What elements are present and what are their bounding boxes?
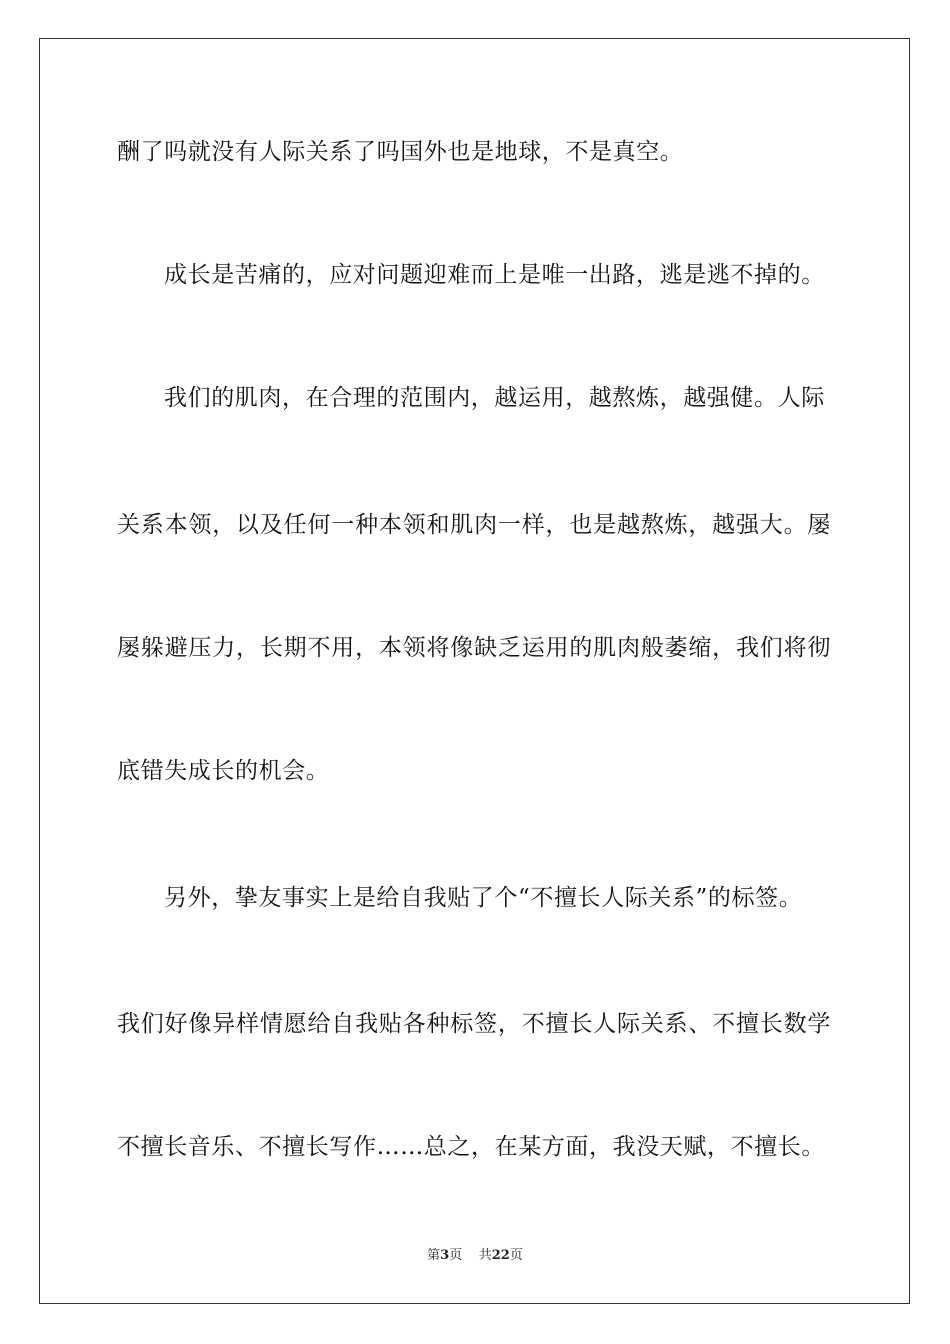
text-line-9: 不擅长音乐、不擅长写作……总之，在某方面，我没天赋，不擅长。	[117, 1134, 825, 1160]
text-line-6: 底错失成长的机会。	[117, 758, 330, 784]
text-line-2: 成长是苦痛的，应对问题迎难而上是唯一出路，逃是逃不掉的。	[164, 262, 825, 288]
page-frame	[39, 38, 910, 1304]
total-prefix: 共	[478, 1248, 492, 1263]
text-line-3: 我们的肌肉，在合理的范围内，越运用，越熬炼，越强健。人际	[164, 385, 825, 411]
text-line-1: 酬了吗就没有人际关系了吗国外也是地球，不是真空。	[117, 139, 684, 165]
text-line-7: 另外，挚友事实上是给自我贴了个“不擅长人际关系”的标签。	[164, 885, 803, 911]
page-suffix: 页	[449, 1248, 463, 1263]
text-line-4: 关系本领，以及任何一种本领和肌肉一样，也是越熬炼，越强大。屡	[117, 512, 831, 538]
page-footer	[0, 1247, 950, 1265]
text-line-5: 屡躲避压力，长期不用，本领将像缺乏运用的肌肉般萎缩，我们将彻	[117, 635, 831, 661]
total-pages: 22	[491, 1248, 510, 1263]
page-prefix: 第	[427, 1248, 441, 1263]
total-suffix: 页	[509, 1248, 523, 1263]
page-number: 3	[440, 1248, 450, 1263]
text-line-8: 我们好像异样情愿给自我贴各种标签，不擅长人际关系、不擅长数学	[117, 1011, 831, 1037]
